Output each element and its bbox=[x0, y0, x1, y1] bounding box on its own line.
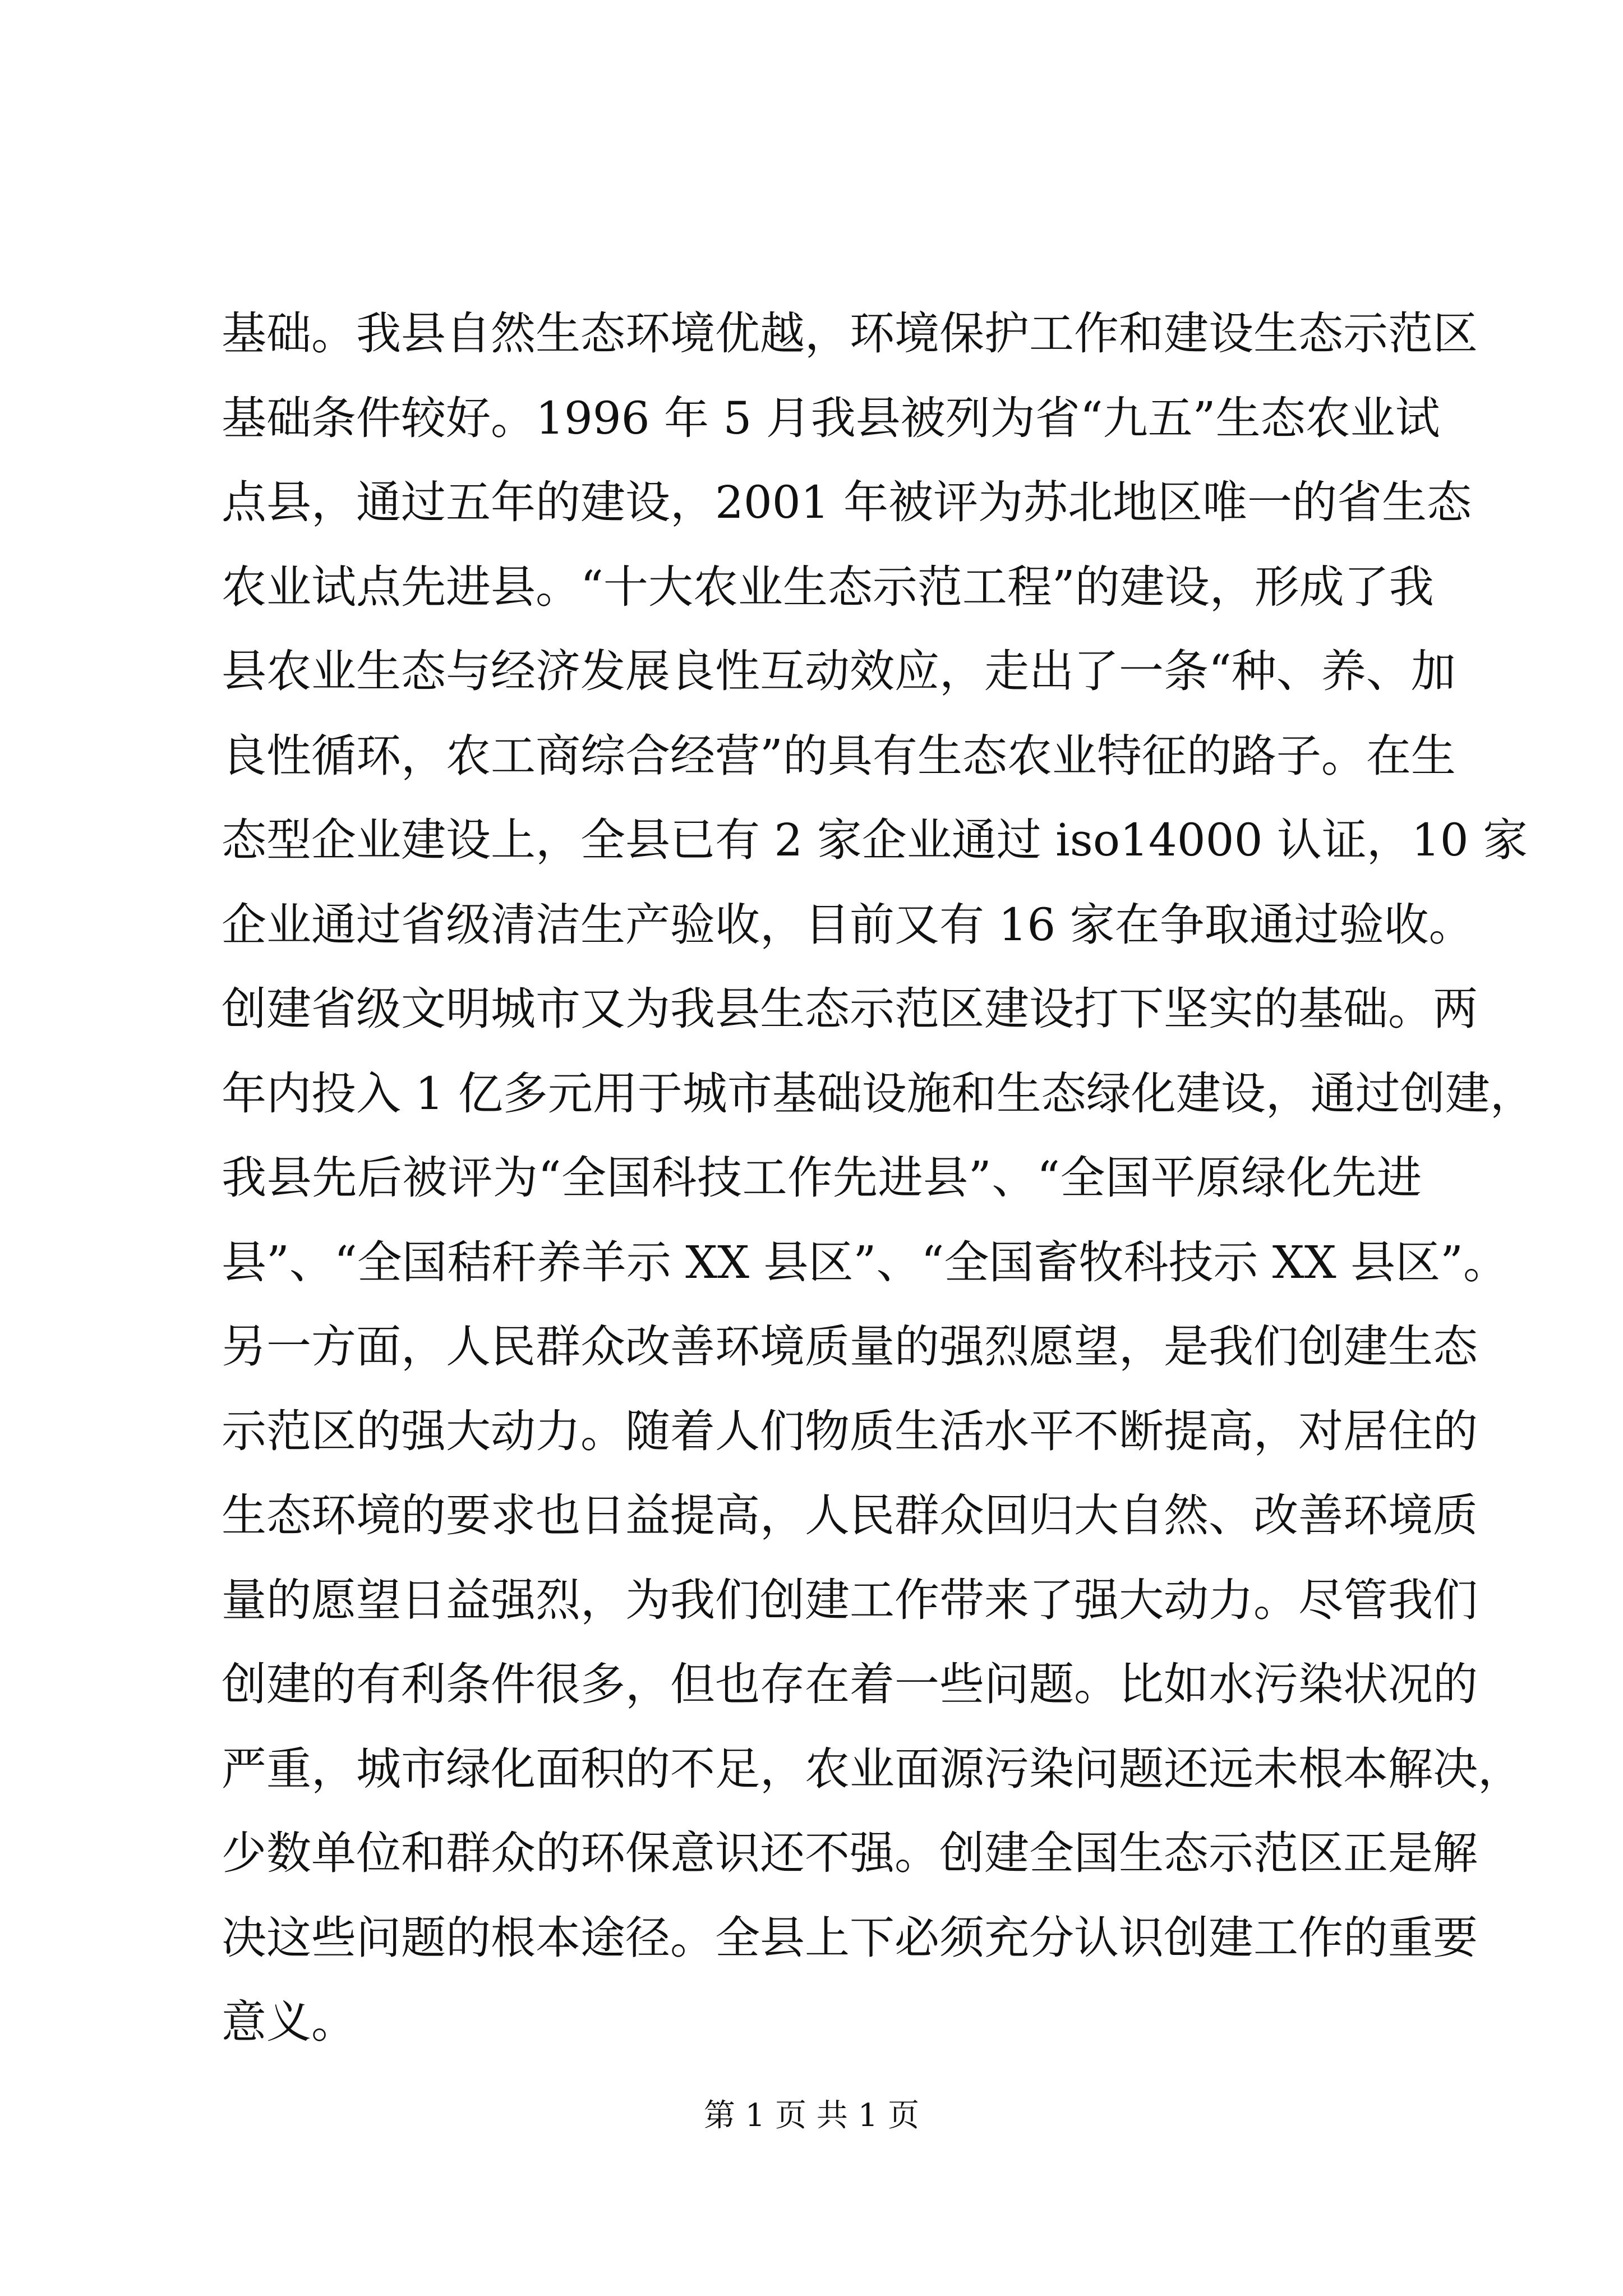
text-line: 严重，城市绿化面积的不足，农业面源污染问题还远未根本解决， bbox=[222, 1742, 1523, 1795]
text-line: 企业通过省级清洁生产验收，目前又有 16 家在争取通过验收。 bbox=[222, 898, 1474, 951]
text-line: 决这些问题的根本途径。全县上下必须充分认识创建工作的重要 bbox=[222, 1911, 1478, 1964]
text-line: 县农业生态与经济发展良性互动效应，走出了一条“种、养、加 bbox=[222, 645, 1456, 697]
text-line: 基础。我县自然生态环境优越，环境保护工作和建设生态示范区 bbox=[222, 307, 1478, 360]
text-line: 县”、“全国秸秆养羊示 XX 县区”、“全国畜牧科技示 XX 县区”。 bbox=[222, 1236, 1509, 1289]
text-line: 意义。 bbox=[222, 1996, 356, 2048]
text-line: 创建的有利条件很多，但也存在着一些问题。比如水污染状况的 bbox=[222, 1658, 1478, 1710]
text-line: 另一方面，人民群众改善环境质量的强烈愿望，是我们创建生态 bbox=[222, 1320, 1478, 1373]
body-paragraph bbox=[222, 292, 1535, 2065]
text-line: 量的愿望日益强烈，为我们创建工作带来了强大动力。尽管我们 bbox=[222, 1573, 1478, 1626]
text-line: 年内投入 1 亿多元用于城市基础设施和生态绿化建设，通过创建， bbox=[222, 1067, 1535, 1120]
text-line: 农业试点先进县。“十大农业生态示范工程”的建设，形成了我 bbox=[222, 560, 1434, 613]
text-line: 我县先后被评为“全国科技工作先进县”、“全国平原绿化先进 bbox=[222, 1152, 1422, 1204]
text-line: 良性循环，农工商综合经营”的具有生态农业特征的路子。在生 bbox=[222, 729, 1456, 782]
text-line: 态型企业建设上，全县已有 2 家企业通过 iso14000 认证，10 家 bbox=[222, 814, 1528, 866]
text-line: 点县，通过五年的建设，2001 年被评为苏北地区唯一的省生态 bbox=[222, 476, 1472, 528]
text-line: 基础条件较好。1996 年 5 月我县被列为省“九五”生态农业试 bbox=[222, 392, 1440, 444]
text-line: 生态环境的要求也日益提高，人民群众回归大自然、改善环境质 bbox=[222, 1489, 1478, 1542]
text-line: 少数单位和群众的环保意识还不强。创建全国生态示范区正是解 bbox=[222, 1827, 1478, 1879]
text-line: 示范区的强大动力。随着人们物质生活水平不断提高，对居住的 bbox=[222, 1405, 1478, 1457]
text-line: 创建省级文明城市又为我县生态示范区建设打下坚实的基础。两 bbox=[222, 983, 1478, 1035]
page-number-label: 第 1 页 共 1 页 bbox=[703, 2097, 920, 2134]
page-footer bbox=[0, 2093, 1623, 2138]
